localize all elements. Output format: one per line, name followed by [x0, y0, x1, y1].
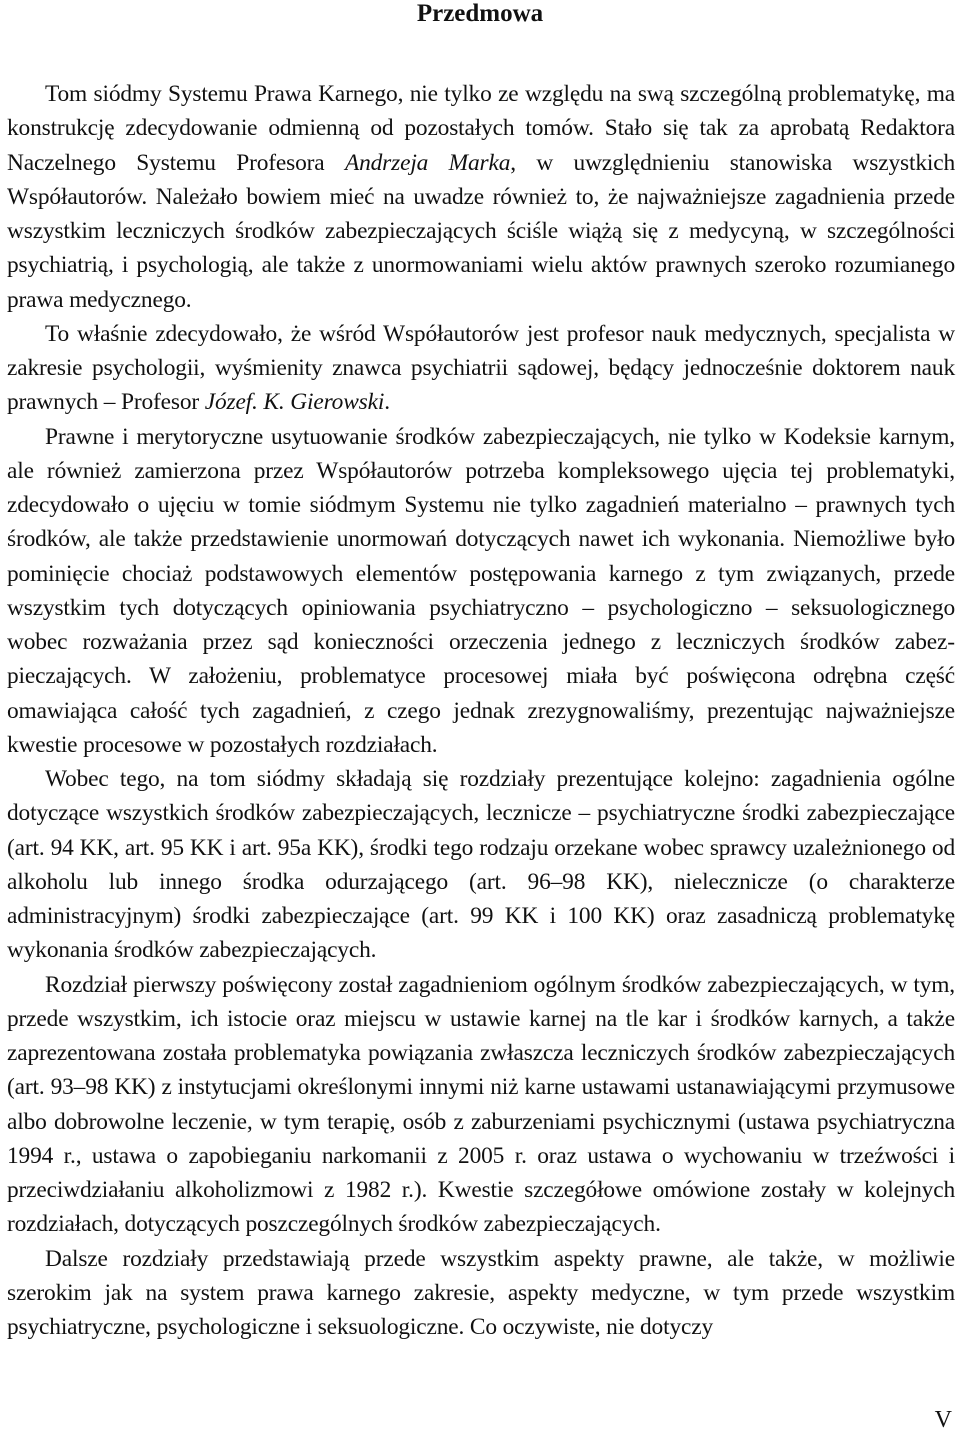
author-name-marek: Andrzeja Marka: [344, 149, 511, 176]
page-title: Przedmowa: [416, 0, 544, 27]
paragraph-2-text-b: .: [384, 389, 390, 416]
author-name-gierowski: Józef. K. Gierowski: [204, 389, 385, 416]
paragraph-2-text-a: To właśnie zdecydowało, że wśród Współautorów jest profesor nauk medycznych, specjalista w zakresie psychologii, wyśmienity znawca psychiatrii sądowej, będący jednocześnie doktorem nauk prawnych – Profesor: [7, 320, 955, 416]
page-number: V: [934, 1407, 952, 1433]
paragraph-6: Dalsze rozdziały przedstawiają przede wszystkim aspekty prawne, ale także, w możliwie szerokim jak na system prawa karnego zakresie, aspekty medyczne, w tym przede wszystkim psychiatryczne, psychologiczne i seksuologiczne. Co oczywiste, nie dotyczy: [7, 1245, 955, 1340]
paragraph-5: Rozdział pierwszy poświęcony został zagadnieniom ogólnym środków zabezpieczających, w tym, przede wszystkim, ich istocie oraz miejscu w ustawie karnej na tle kar i środków karnych, a także zaprezentowana została problematyka powiązania zwłaszcza leczniczych środków zabezpieczających (art. 93–98 KK) z instytucjami określonymi innymi niż karne ustawami ustanawiającymi przymusowe albo dobrowolne leczenie, w tym terapię, osób z zaburzeniami psychicznymi (ustawa psychiatryczna 1994 r., ustawa o zapobieganiu narkomanii z 2005 r. oraz ustawa o wychowaniu w trzeźwości i przeciwdziałaniu alkoholizmowi z 1982 r.). Kwestie szczegółowe omówione zostały w kolejnych rozdziałach, dotyczących poszczególnych środków zabezpieczających.: [7, 971, 955, 1238]
paragraph-1-text-a: Tom siódmy Systemu Prawa Karnego, nie tylko ze względu na swą szczególną problematykę, ma konstrukcję zdecydowanie odmienną od pozostałych tomów. Stało się tak za aprobatą Redaktora Naczelnego Systemu Profesora: [7, 81, 955, 176]
paragraph-1: [7, 77, 955, 317]
paragraph-1-text-b: , w uwzględnieniu stanowiska wszystkich Współautorów. Należało bowiem mieć na uwadze również to, że najważniejsze zagadnienia przede wszystkim leczniczych środków zabezpieczających ściśle wiążą się z medycyną, w szczególności psychiatrią, i psychologią, ale także z unormowaniami wielu aktów prawnych szeroko rozumianego prawa medycznego.: [7, 149, 955, 313]
paragraph-2: [7, 317, 955, 420]
paragraph-3: Prawne i merytoryczne usytuowanie środków zabezpieczających, nie tylko w Kodeksie karnym, ale również zamierzona przez Współautorów potrzeba kompleksowego ujęcia tej problematyki, zdecydowało o ujęciu w tomie siódmym Systemu nie tylko zagadnień materialno – prawnych tych środków, ale także przedstawienie unormowań dotyczących nawet ich wykonania. Niemożliwe było pominięcie chociaż podstawowych elementów postępowania karnego z tym związanych, przede wszystkim tych dotyczących opiniowania psychiatryczno – psychologiczno – seksuologicznego wobec rozważania przez sąd konieczności orzeczenia jednego z leczniczych środków zabezpieczających. W założeniu, problematyce procesowej miała być poświęcona odrębna część omawiająca całość tych zagadnień, z czego jednak zrezygnowaliśmy, prezentując najważniejsze kwestie procesowe w pozostałych rozdziałach.: [7, 423, 955, 758]
paragraph-4: Wobec tego, na tom siódmy składają się rozdziały prezentujące kolejno: zagadnienia ogólne dotyczące wszystkich środków zabezpieczających, lecznicze – psychiatryczne środki zabezpieczające (art. 94 KK, art. 95 KK i art. 95a KK), środki tego rodzaju orzekane wobec sprawcy uzależnionego od alkoholu lub innego środka odurzającego (art. 96–98 KK), nielecznicze (o charakterze administracyjnym) środki zabezpieczające (art. 99 KK i 100 KK) oraz zasadniczą problematykę wykonania środków zabezpieczających.: [7, 766, 955, 964]
body-text: [7, 77, 955, 1344]
